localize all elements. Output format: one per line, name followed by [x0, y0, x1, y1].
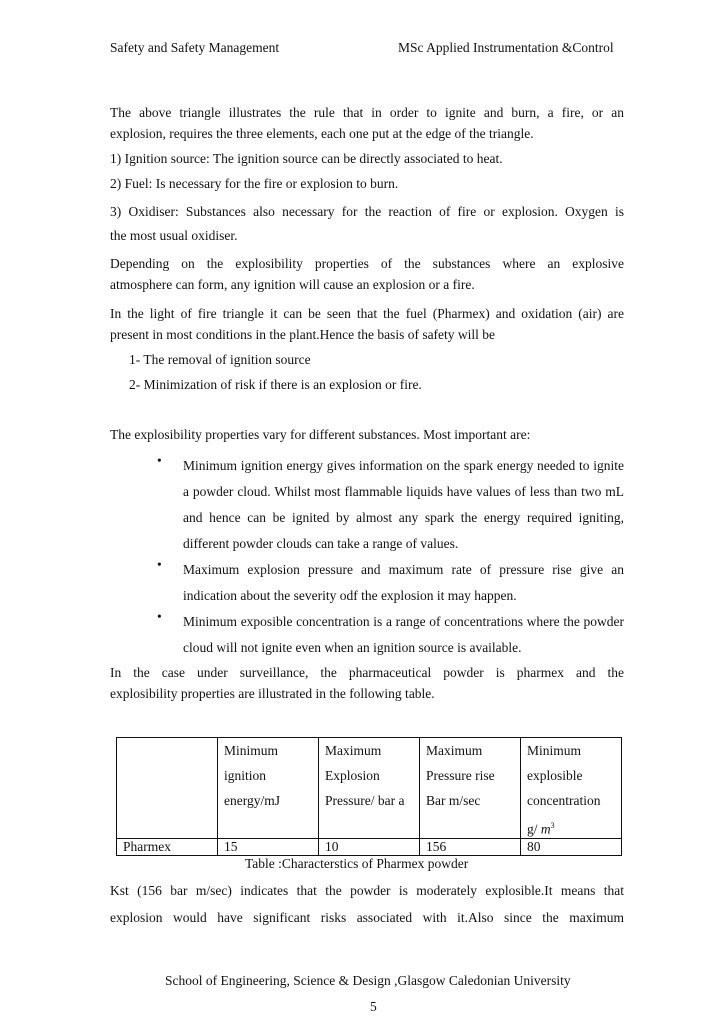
paragraph-line: Depending on the explosibility properties of the substances where an explosive — [110, 256, 624, 271]
header-text: Maximum — [426, 743, 483, 758]
table-header-row — [117, 738, 622, 839]
bullet-text: Minimum exposible concentration is a range of concentrations where the powder cloud will not ignite even when an ignition source is available. — [183, 614, 624, 655]
table-header-cell — [218, 738, 319, 839]
header-text: energy/mJ — [224, 793, 280, 808]
list-item: the most usual oxidiser. — [110, 228, 238, 243]
table-header-cell — [521, 738, 622, 839]
bullet-text: Maximum explosion pressure and maximum rate of pressure rise give an indication about the severity odf the explosion it may happen. — [183, 562, 624, 603]
table-cell: 15 — [218, 839, 319, 856]
table-header-cell — [420, 738, 521, 839]
page-number: 5 — [370, 999, 377, 1014]
header-text: Explosion — [325, 768, 380, 783]
paragraph-line: In the case under surveillance, the pharmaceutical powder is pharmex and the — [110, 665, 624, 680]
paragraph-line: The explosibility properties vary for different substances. Most important are: — [110, 427, 531, 442]
header-text: Minimum — [224, 743, 279, 758]
table-row — [117, 839, 622, 856]
numbered-item: 2- Minimization of risk if there is an explosion or fire. — [129, 377, 422, 392]
header-right: MSc Applied Instrumentation &Control — [398, 40, 614, 55]
paragraph-line: explosion, requires the three elements, each one put at the edge of the triangle. — [110, 126, 534, 141]
unit-text: g/ $m^3$ — [527, 821, 555, 837]
paragraph-line: In the light of fire triangle it can be seen that the fuel (Pharmex) and oxidation (air) are — [110, 306, 624, 321]
table-cell: 10 — [319, 839, 420, 856]
header-text: Pressure/ bar a — [325, 793, 405, 808]
footer-text: School of Engineering, Science & Design ,Glasgow Caledonian University — [165, 973, 571, 988]
table-header-cell — [319, 738, 420, 839]
paragraph-line: The above triangle illustrates the rule that in order to ignite and burn, a fire, or an — [110, 105, 624, 120]
paragraph-line: atmosphere can form, any ignition will cause an explosion or a fire. — [110, 277, 475, 292]
paragraph-line: explosibility properties are illustrated in the following table. — [110, 686, 435, 701]
bullet-icon: • — [157, 453, 162, 468]
paragraph-line: Kst (156 bar m/sec) indicates that the powder is moderately explosible.It means that — [110, 883, 624, 898]
header-text: Bar m/sec — [426, 793, 481, 808]
header-text: explosible — [527, 768, 583, 783]
properties-table — [116, 737, 622, 856]
bullet-icon: • — [157, 557, 162, 572]
table-cell: Pharmex — [117, 839, 218, 856]
paragraph-line: explosion would have significant risks associated with it.Also since the maximum — [110, 910, 624, 925]
header-text: Minimum — [527, 743, 582, 758]
numbered-item: 1- The removal of ignition source — [129, 352, 311, 367]
header-text: Pressure rise — [426, 768, 495, 783]
list-item: 1) Ignition source: The ignition source can be directly associated to heat. — [110, 151, 503, 166]
list-item: 2) Fuel: Is necessary for the fire or explosion to burn. — [110, 176, 399, 191]
table-header-blank — [117, 738, 218, 839]
header-left: Safety and Safety Management — [110, 40, 280, 55]
header-text: Maximum — [325, 743, 382, 758]
bullet-icon: • — [157, 609, 162, 624]
paragraph-line: present in most conditions in the plant.Hence the basis of safety will be — [110, 327, 496, 342]
list-item: 3) Oxidiser: Substances also necessary for the reaction of fire or explosion. Oxygen is — [110, 204, 624, 219]
table-caption: Table :Characterstics of Pharmex powder — [245, 856, 469, 871]
header-text: concentration — [527, 793, 601, 808]
header-text: ignition — [224, 768, 267, 783]
table-cell: 80 — [521, 839, 622, 856]
table-cell: 156 — [420, 839, 521, 856]
bullet-text: Minimum ignition energy gives information on the spark energy needed to ignite a powder cloud. Whilst most flammable liquids have values of less than two mL and hence can be ignited by almost any spark the energy required igniting, different powder clouds can take a range of values. — [183, 458, 624, 551]
